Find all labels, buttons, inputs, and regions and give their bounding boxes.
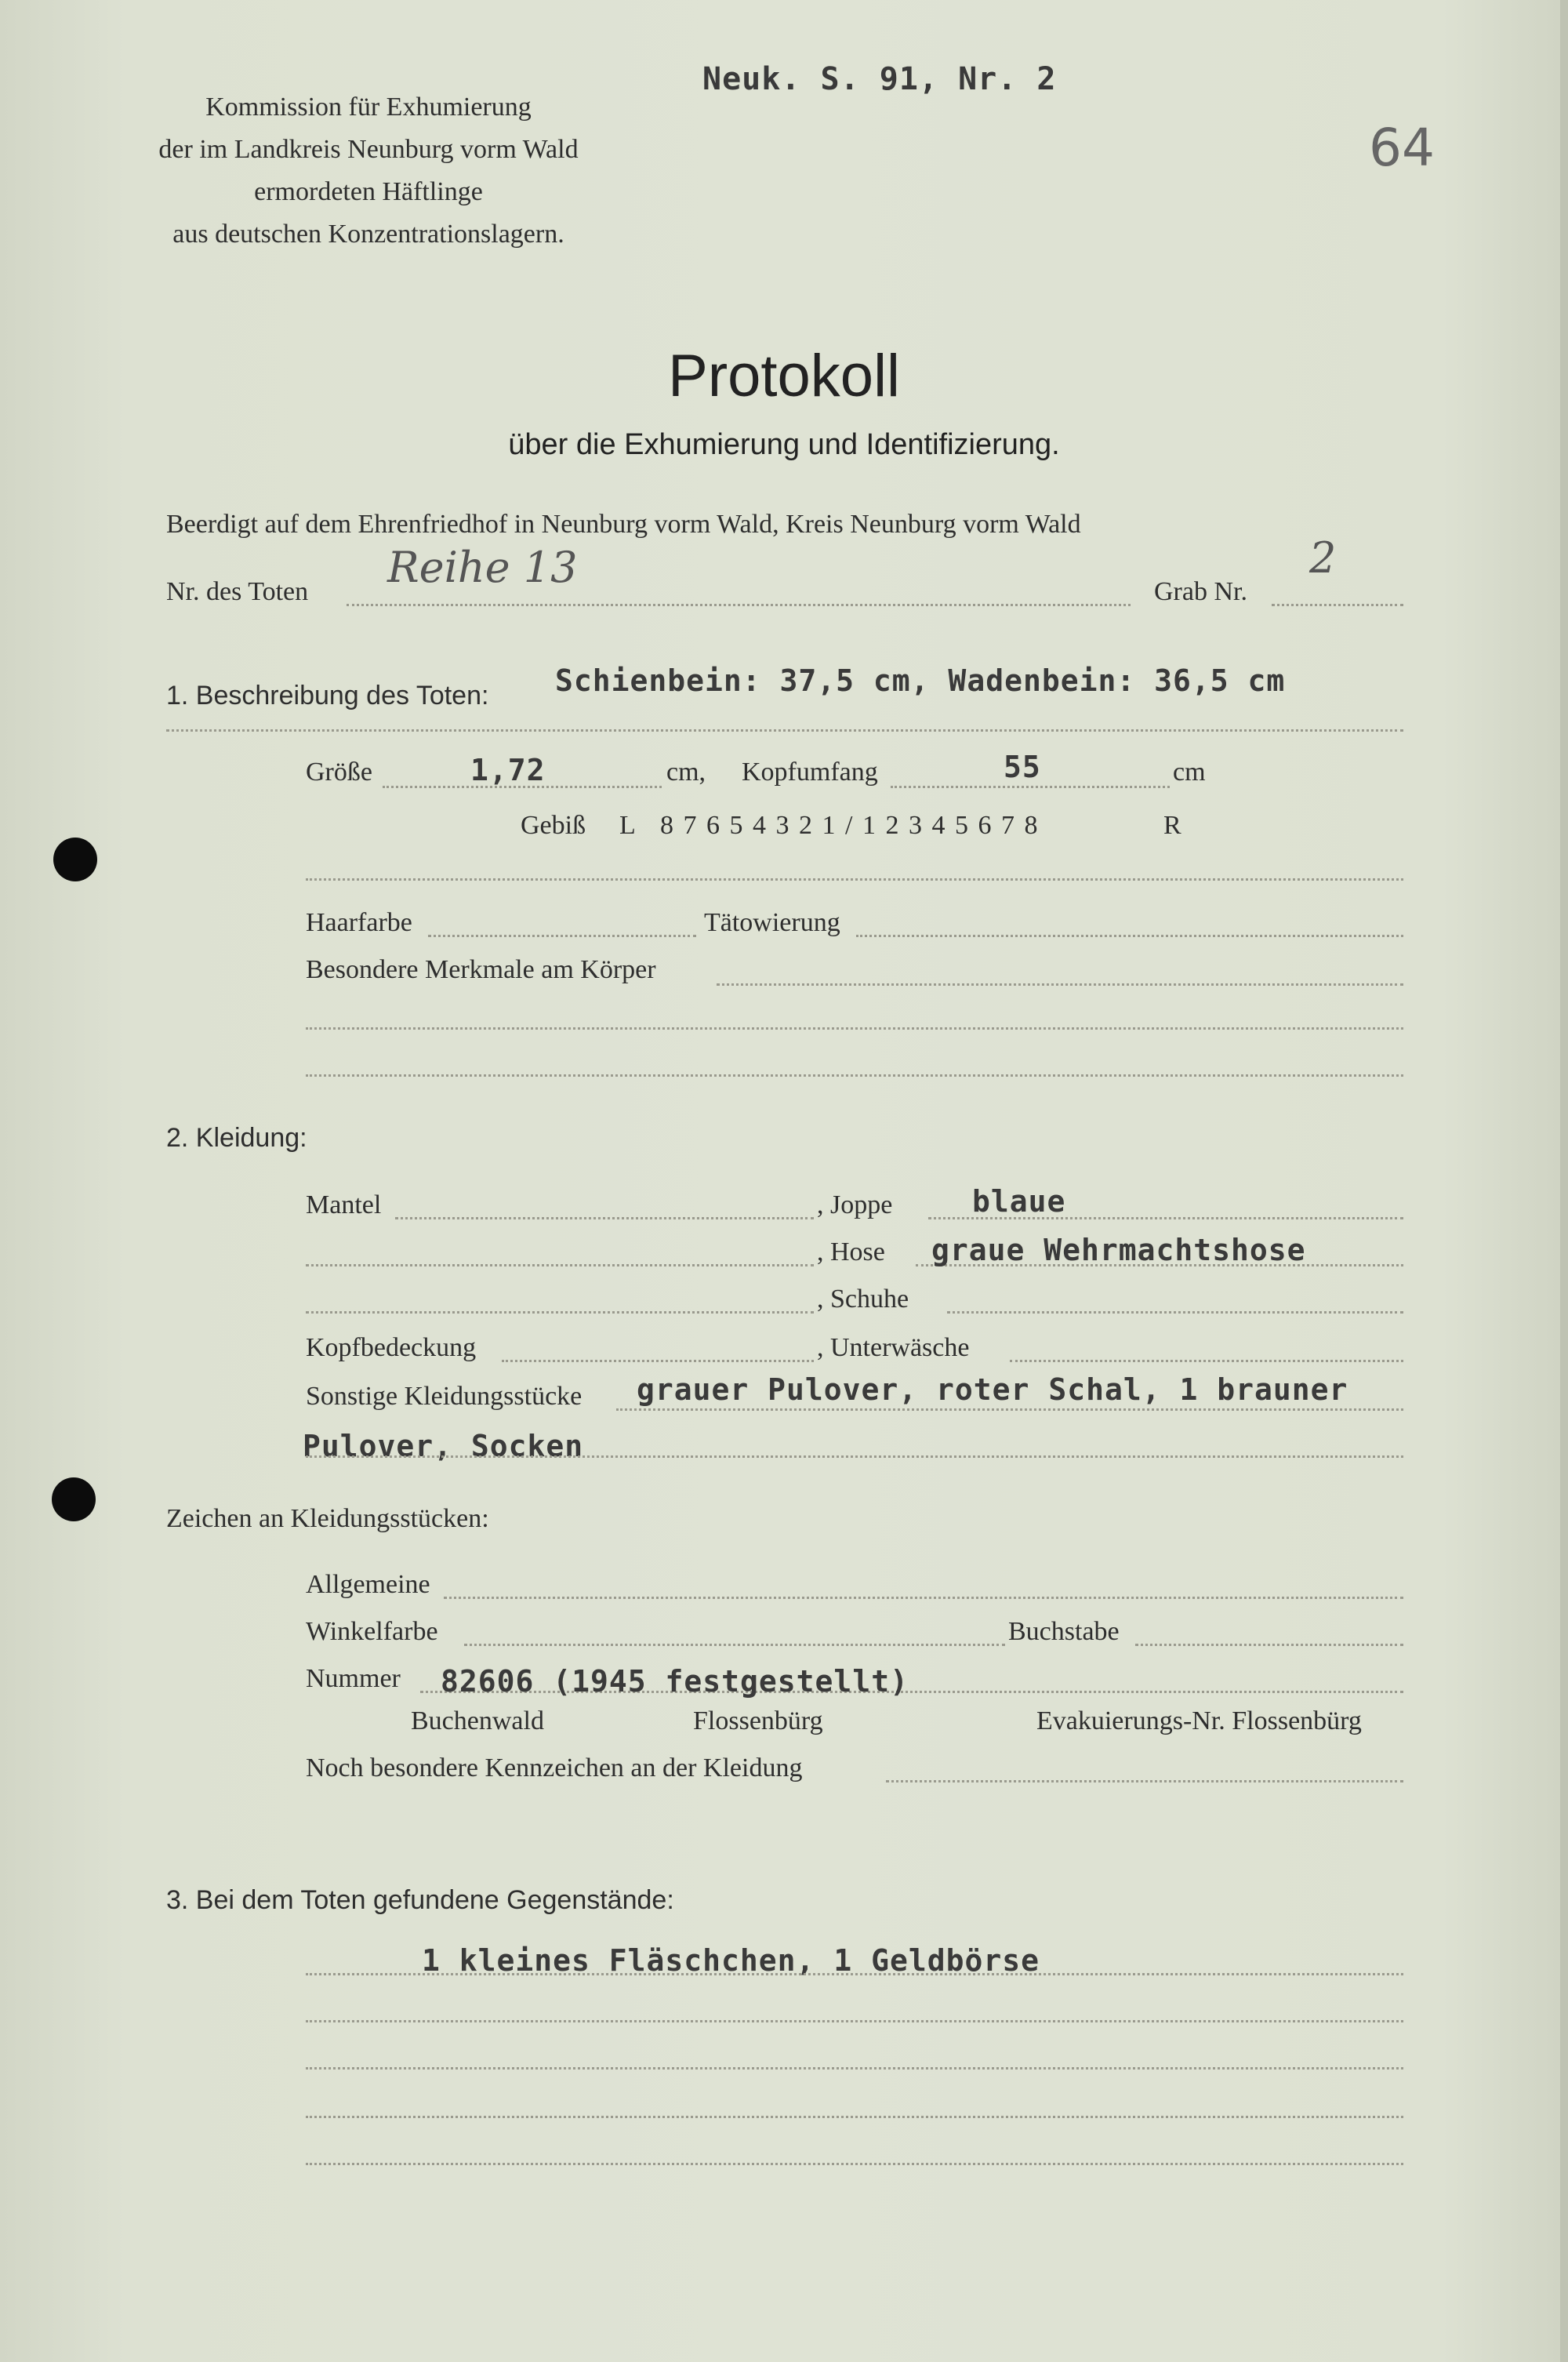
grave-number-line <box>1272 604 1403 606</box>
headwear-label: Kopfbedeckung <box>306 1333 477 1362</box>
section-2-label: 2. Kleidung: <box>166 1123 307 1153</box>
jacket-value: blaue <box>972 1184 1066 1219</box>
trousers-blank-line <box>306 1264 814 1266</box>
commission-line-1: Kommission für Exhumierung <box>205 93 532 122</box>
head-circumference-unit: cm <box>1173 758 1206 787</box>
found-items-line-3 <box>306 2067 1403 2069</box>
section-1-value: Schienbein: 37,5 cm, Wadenbein: 36,5 cm <box>555 663 1286 698</box>
grave-number-value: 2 <box>1309 533 1337 583</box>
page-edge <box>1560 0 1568 2362</box>
hair-color-line <box>428 935 696 937</box>
head-circumference-label: Kopfumfang <box>742 758 878 787</box>
general-marks-label: Allgemeine <box>306 1570 430 1599</box>
other-clothing-value-1: grauer Pulover, roter Schal, 1 brauner <box>637 1372 1348 1407</box>
grave-number-label: Grab Nr. <box>1154 577 1247 606</box>
teeth-line <box>306 878 1403 881</box>
page-title: Protokoll <box>668 343 900 409</box>
headwear-line <box>502 1360 814 1362</box>
teeth-right: R <box>1163 811 1181 840</box>
triangle-color-label: Winkelfarbe <box>306 1617 438 1646</box>
other-clothing-value-2: Pulover, Socken <box>303 1429 584 1463</box>
commission-line-3: ermordeten Häftlinge <box>254 177 483 206</box>
page-subtitle: über die Exhumierung und Identifizierung. <box>508 428 1060 461</box>
special-marks-label: Noch besondere Kennzeichen an der Kleidung <box>306 1753 803 1782</box>
other-clothing-label: Sonstige Kleidungsstücke <box>306 1382 583 1411</box>
triangle-color-line <box>464 1644 1005 1646</box>
head-circumference-value: 55 <box>1004 750 1041 784</box>
tattoo-label: Tätowierung <box>704 908 840 937</box>
height-unit: cm, <box>666 758 706 787</box>
coat-line <box>395 1217 814 1219</box>
found-items-line-1 <box>306 1973 1403 1975</box>
trousers-label: , Hose <box>817 1237 885 1266</box>
underwear-line <box>1010 1360 1403 1362</box>
commission-line-4: aus deutschen Konzentrationslagern. <box>172 220 564 249</box>
evacuation-number-label: Evakuierungs-Nr. Flossenbürg <box>1036 1706 1362 1735</box>
camp-flossenbuerg: Flossenbürg <box>693 1706 823 1735</box>
underwear-label: , Unterwäsche <box>817 1333 970 1362</box>
prisoner-number-label: Nummer <box>306 1664 401 1693</box>
found-items-line-2 <box>306 2020 1403 2022</box>
burial-place: Beerdigt auf dem Ehrenfriedhof in Neunburg vorm Wald, Kreis Neunburg vorm Wald <box>166 510 1081 539</box>
dead-number-label: Nr. des Toten <box>166 577 309 606</box>
coat-label: Mantel <box>306 1190 382 1219</box>
shoes-line <box>947 1311 1403 1314</box>
shoes-blank-line <box>306 1311 814 1314</box>
letter-line <box>1135 1644 1403 1646</box>
found-items-value: 1 kleines Fläschchen, 1 Geldbörse <box>422 1943 1040 1978</box>
teeth-label: Gebiß <box>521 811 586 840</box>
head-circumference-line <box>891 786 1170 788</box>
shoes-label: , Schuhe <box>817 1285 909 1314</box>
punch-hole-bottom <box>52 1477 96 1521</box>
trousers-value: graue Wehrmachtshose <box>931 1233 1306 1267</box>
found-items-line-5 <box>306 2163 1403 2165</box>
clothing-marks-label: Zeichen an Kleidungsstücken: <box>166 1504 489 1533</box>
other-clothing-line <box>616 1408 1403 1411</box>
letter-label: Buchstabe <box>1008 1617 1120 1646</box>
height-value: 1,72 <box>470 753 546 787</box>
commission-line-2: der im Landkreis Neunburg vorm Wald <box>158 135 579 164</box>
jacket-label: , Joppe <box>817 1190 893 1219</box>
dead-number-line <box>347 604 1131 606</box>
found-items-line-4 <box>306 2116 1403 2118</box>
dead-number-value: Reihe 13 <box>387 543 578 592</box>
body-marks-label: Besondere Merkmale am Körper <box>306 955 656 984</box>
file-reference: Neuk. S. 91, Nr. 2 <box>702 61 1057 97</box>
page-number: 64 <box>1369 118 1435 178</box>
other-clothing-line-2 <box>306 1455 1403 1458</box>
body-marks-line-2 <box>306 1027 1403 1030</box>
section-1-line <box>166 729 1403 732</box>
punch-hole-top <box>53 838 97 881</box>
body-marks-line <box>717 983 1403 986</box>
height-label: Größe <box>306 758 372 787</box>
hair-color-label: Haarfarbe <box>306 908 412 937</box>
body-marks-line-3 <box>306 1074 1403 1077</box>
special-marks-line <box>886 1780 1403 1782</box>
prisoner-number-value: 82606 (1945 festgestellt) <box>441 1664 909 1699</box>
teeth-row: 8 7 6 5 4 3 2 1 / 1 2 3 4 5 6 7 8 <box>660 811 1040 840</box>
teeth-left: L <box>619 811 636 840</box>
camp-buchenwald: Buchenwald <box>411 1706 544 1735</box>
tattoo-line <box>856 935 1403 937</box>
section-1-label: 1. Beschreibung des Toten: <box>166 681 489 710</box>
section-3-label: 3. Bei dem Toten gefundene Gegenstände: <box>166 1885 674 1915</box>
general-marks-line <box>444 1597 1403 1599</box>
